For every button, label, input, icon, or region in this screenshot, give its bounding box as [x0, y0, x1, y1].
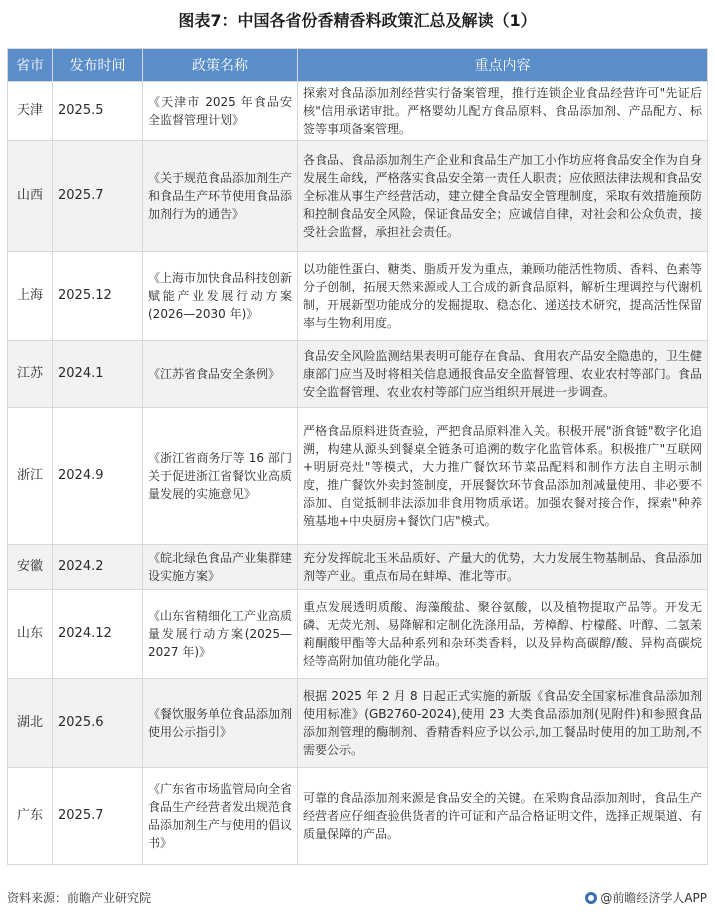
source-note: 资料来源：前瞻产业研究院 — [7, 891, 152, 905]
table-row — [8, 252, 708, 341]
policy-name-cell: 《江苏省食品安全条例》 — [143, 341, 298, 408]
province-cell: 天津 — [8, 82, 53, 141]
content-cell: 食品安全风险监测结果表明可能存在食品、食用农产品安全隐患的，卫生健康部门应当及时将相关信息通报食品安全监督管理、农业农村等部门。食品安全监督管理、农业农村等部门应当组织开展进一步调查。 — [298, 341, 708, 408]
table-row — [8, 408, 708, 545]
table-row — [8, 141, 708, 252]
date-cell: 2024.9 — [53, 408, 143, 545]
date-cell: 2025.7 — [53, 141, 143, 252]
table-row — [8, 545, 708, 590]
brand-label: @前瞻经济学人APP — [600, 891, 707, 905]
province-cell: 安徽 — [8, 545, 53, 590]
content-cell: 探索对食品添加剂经营实行备案管理，推行连锁企业食品经营许可"先证后核"信用承诺审批。严格婴幼儿配方食品原料、食品添加剂、产品配方、标签等事项备案管理。 — [298, 82, 708, 141]
content-cell: 以功能性蛋白、糖类、脂质开发为重点，兼顾功能活性物质、香料、色素等分子创制，拓展天然来源或人工合成的新食品原料，解析生理调控与代谢机制，开展新型功能成分的发掘提取、稳态化、递送技术研究，提高活性保留率与生物利用度。 — [298, 252, 708, 341]
content-cell: 可靠的食品添加剂来源是食品安全的关键。在采购食品添加剂时，食品生产经营者应仔细查验供货者的许可证和产品合格证明文件，选择正规渠道、有质量保障的产品。 — [298, 768, 708, 865]
content-cell: 充分发挥皖北玉米品质好、产量大的优势，大力发展生物基制品、食品添加剂等产业。重点布局在蚌埠、淮北等市。 — [298, 545, 708, 590]
policy-name-cell: 《广东省市场监管局向全省食品生产经营者发出规范食品添加剂生产与使用的倡议书》 — [143, 768, 298, 865]
policy-name-cell: 《关于规范食品添加剂生产和食品生产环节使用食品添加剂行为的通告》 — [143, 141, 298, 252]
province-cell: 广东 — [8, 768, 53, 865]
province-cell: 山西 — [8, 141, 53, 252]
policy-name-cell: 《山东省精细化工产业高质量发展行动方案(2025—2027 年)》 — [143, 590, 298, 679]
province-cell: 山东 — [8, 590, 53, 679]
province-cell: 江苏 — [8, 341, 53, 408]
policy-name-cell: 《皖北绿色食品产业集群建设实施方案》 — [143, 545, 298, 590]
date-cell: 2024.1 — [53, 341, 143, 408]
header-date: 发布时间 — [53, 49, 143, 82]
date-cell: 2025.7 — [53, 768, 143, 865]
policy-name-cell: 《天津市 2025 年食品安全监督管理计划》 — [143, 82, 298, 141]
content-cell: 严格食品原料进货查验，严把食品原料准入关。积极开展"浙食链"数字化追溯，构建从源头到餐桌全链条可追溯的数字化监管体系。积极推广"互联网+明厨亮灶"等模式，大力推广餐饮环节菜品配料和制作方法自主明示制度，推广餐饮外卖封签制度，开展餐饮环节食品添加剂减量使用、非必要不添加、自觉抵制非法添加非食用物质承诺。加强农餐对接合作，探索"种养殖基地+中央厨房+餐饮门店"模式。 — [298, 408, 708, 545]
page-title: 图表7：中国各省份香精香料政策汇总及解读（1） — [178, 11, 537, 30]
date-cell: 2025.5 — [53, 82, 143, 141]
province-cell: 上海 — [8, 252, 53, 341]
footer — [7, 888, 707, 908]
brand-credit — [585, 888, 707, 908]
content-cell: 根据 2025 年 2 月 8 日起正式实施的新版《食品安全国家标准食品添加剂使用标准》(GB2760-2024),使用 23 大类食品添加剂(见附件)和参照食品添加剂管理的酶制剂、香精香料应予以公示,加工餐品时使用的加工助剂,不需要公示。 — [298, 679, 708, 768]
table-row — [8, 590, 708, 679]
policy-name-cell: 《餐饮服务单位食品添加剂使用公示指引》 — [143, 679, 298, 768]
province-cell: 浙江 — [8, 408, 53, 545]
date-cell: 2025.6 — [53, 679, 143, 768]
table-header-row — [8, 49, 708, 82]
province-cell: 湖北 — [8, 679, 53, 768]
header-policy-name: 政策名称 — [143, 49, 298, 82]
qianzhan-logo-icon — [585, 892, 597, 904]
header-key-content: 重点内容 — [298, 49, 708, 82]
policy-table — [7, 48, 708, 865]
content-cell: 重点发展透明质酸、海藻酸盐、聚谷氨酸，以及植物提取产品等。开发无磷、无荧光剂、易降解和定制化洗涤用品，芳樟醇、柠檬醛、叶醇、二氢茉莉酮酸甲酯等大品种系列和杂环类香料，以及异构高碳醇/酸、异构高碳烷烃等高附加值功能化学品。 — [298, 590, 708, 679]
content-cell: 各食品、食品添加剂生产企业和食品生产加工小作坊应将食品安全作为自身发展生命线，严格落实食品安全第一责任人职责；应依照法律法规和食品安全标准从事生产经营活动，建立健全食品安全管理制度，采取有效措施预防和控制食品安全风险，保证食品安全；应诚信自律，对社会和公众负责，接受社会监督，承担社会责任。 — [298, 141, 708, 252]
date-cell: 2025.12 — [53, 252, 143, 341]
table-row — [8, 82, 708, 141]
table-row — [8, 679, 708, 768]
date-cell: 2024.12 — [53, 590, 143, 679]
policy-name-cell: 《浙江省商务厅等 16 部门关于促进浙江省餐饮业高质量发展的实施意见》 — [143, 408, 298, 545]
table-row — [8, 341, 708, 408]
policy-name-cell: 《上海市加快食品科技创新赋能产业发展行动方案(2026—2030 年)》 — [143, 252, 298, 341]
date-cell: 2024.2 — [53, 545, 143, 590]
table-row — [8, 768, 708, 865]
header-province: 省市 — [8, 49, 53, 82]
